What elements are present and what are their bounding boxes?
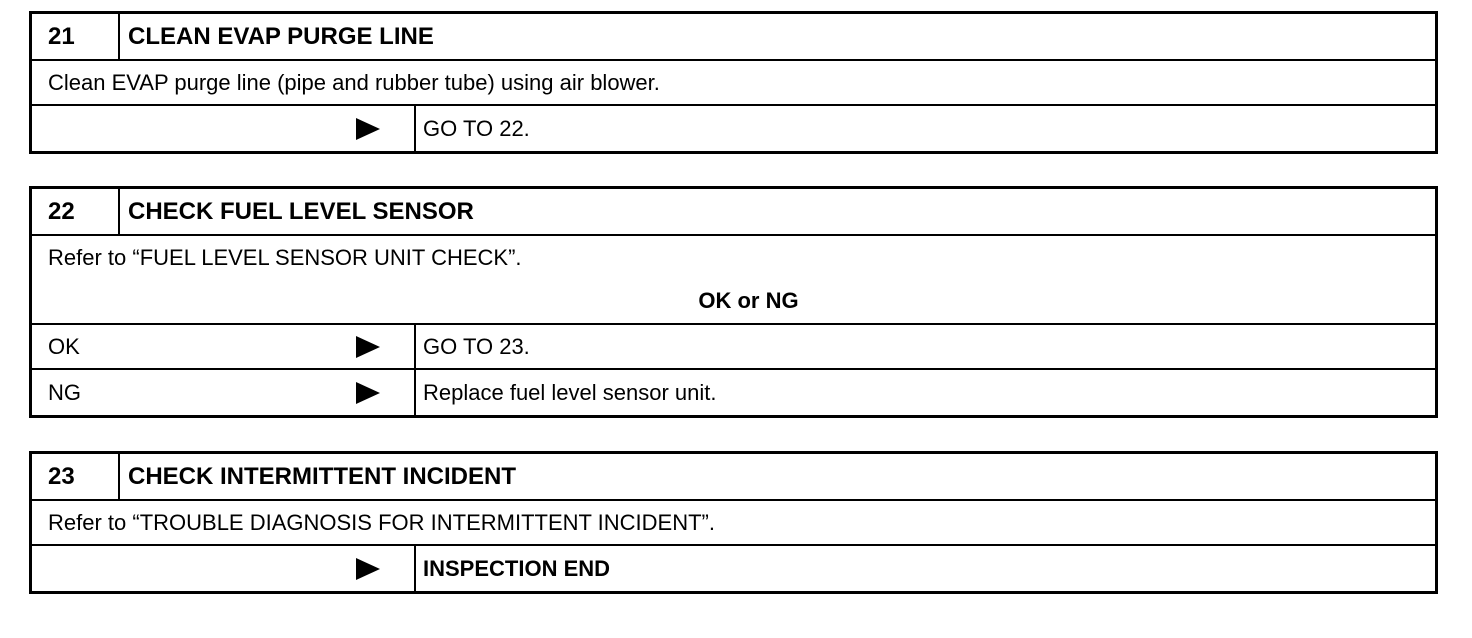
- play-arrow-icon: [356, 336, 380, 358]
- step-judgement: OK or NG: [698, 288, 799, 313]
- step-number: 21: [32, 14, 120, 59]
- play-arrow-icon: [356, 382, 380, 404]
- result-condition-cell: [32, 370, 416, 415]
- step-number: 23: [32, 454, 120, 499]
- result-action: Replace fuel level sensor unit.: [423, 379, 717, 405]
- step-title: CHECK INTERMITTENT INCIDENT: [128, 462, 516, 490]
- result-row: [32, 546, 1435, 591]
- step-21-table: [29, 11, 1438, 154]
- step-header: [32, 14, 1435, 61]
- result-condition-cell: [32, 106, 416, 151]
- step-header: [32, 189, 1435, 236]
- step-description-row: [32, 61, 1435, 106]
- result-action: INSPECTION END: [423, 555, 611, 581]
- result-condition: NG: [48, 379, 81, 405]
- result-action: GO TO 22.: [423, 115, 530, 141]
- result-row-ng: [32, 370, 1435, 415]
- step-description: Refer to “TROUBLE DIAGNOSIS FOR INTERMITTENT INCIDENT”.: [48, 509, 715, 535]
- step-number: 22: [32, 189, 120, 234]
- result-row-ok: [32, 325, 1435, 370]
- play-arrow-icon: [356, 558, 380, 580]
- step-header: [32, 454, 1435, 501]
- step-22-table: [29, 186, 1438, 418]
- result-row: [32, 106, 1435, 151]
- result-condition-cell: [32, 325, 416, 368]
- step-description-row: [32, 501, 1435, 546]
- step-23-table: [29, 451, 1438, 594]
- result-condition: OK: [48, 333, 80, 359]
- step-description-row: [32, 236, 1435, 325]
- step-title: CHECK FUEL LEVEL SENSOR: [128, 197, 474, 225]
- step-description: Clean EVAP purge line (pipe and rubber tube) using air blower.: [48, 69, 660, 95]
- result-action: GO TO 23.: [423, 333, 530, 359]
- step-description: Refer to “FUEL LEVEL SENSOR UNIT CHECK”.: [48, 244, 522, 270]
- play-arrow-icon: [356, 118, 380, 140]
- step-title: CLEAN EVAP PURGE LINE: [128, 22, 434, 50]
- result-condition-cell: [32, 546, 416, 591]
